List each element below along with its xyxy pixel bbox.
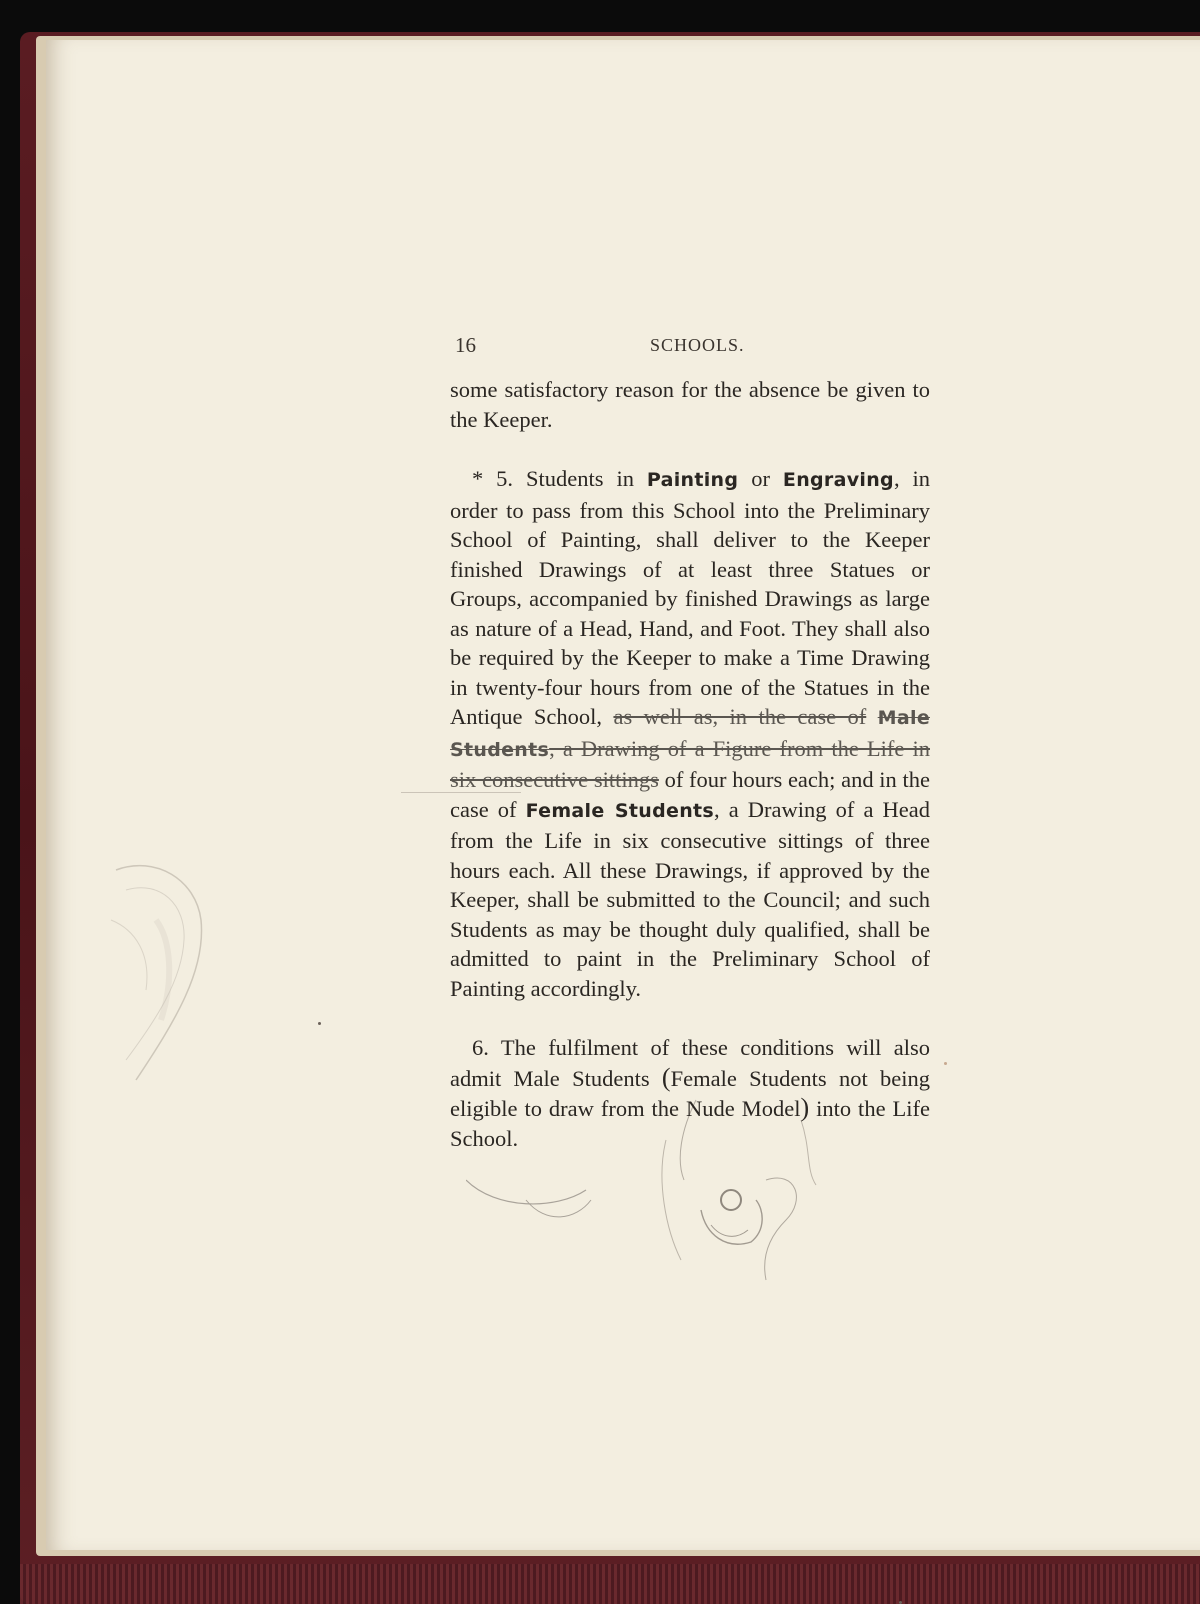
term-female-students: Female Students bbox=[525, 799, 715, 822]
paragraph-5-marker: * 5. bbox=[472, 466, 514, 491]
page-number: 16 bbox=[455, 333, 476, 357]
open-paren: ( bbox=[661, 1062, 671, 1092]
page-header bbox=[450, 325, 930, 357]
pencil-sketch-hand bbox=[96, 860, 216, 1100]
parenthetical-aside: Female Students not being eligible to draw from the Nude Model bbox=[450, 1065, 930, 1121]
paragraph-5: * 5. Students in Painting or Engraving, in order to pass from this School into the Preliminary School of Painting, shall deliver to the Keeper finished Drawings of at least three Statues or Groups, accompanied by finished Drawings as large as nature of a Head, Hand, and Foot. They shall also be required by the Keeper to make a Time Drawing in twenty-four hours from one of the Statues in the Antique School, as well as, in the case of Male Students, a Drawing of a Figure from the Life in six consecutive sittings of four hours each; and in the case of Female Students, a Drawing of a Head from the Life in six consecutive sittings of three hours each. All these Drawings, if approved by the Keeper, shall be submitted to the Council; and such Students as may be thought duly qualified, shall be admitted to paint in the Preliminary School of Painting accordingly. bbox=[450, 466, 931, 1001]
running-head: SCHOOLS. bbox=[650, 335, 745, 355]
page-text bbox=[450, 325, 930, 1153]
ink-speck bbox=[318, 1022, 321, 1025]
struck-passage-2: , a Drawing of a Figure from the Life in six consecutive sittings bbox=[450, 735, 930, 792]
paragraph-6: 6. The fulfilment of these conditions will also admit Male Students (Female Students not being eligible to draw from the Nude Model) into the Life School. bbox=[450, 1035, 930, 1151]
close-paren: ) bbox=[800, 1093, 810, 1122]
paragraph-continued: some satisfactory reason for the absence be given to the Keeper. bbox=[450, 377, 930, 432]
ink-speck bbox=[944, 1062, 947, 1065]
struck-passage: as well as, in the case of bbox=[613, 704, 867, 729]
term-painting: Painting bbox=[646, 469, 739, 491]
cover-textured-strip bbox=[20, 1564, 1200, 1604]
term-male-students: Male Students bbox=[450, 707, 930, 761]
term-engraving: Engraving bbox=[782, 469, 894, 491]
